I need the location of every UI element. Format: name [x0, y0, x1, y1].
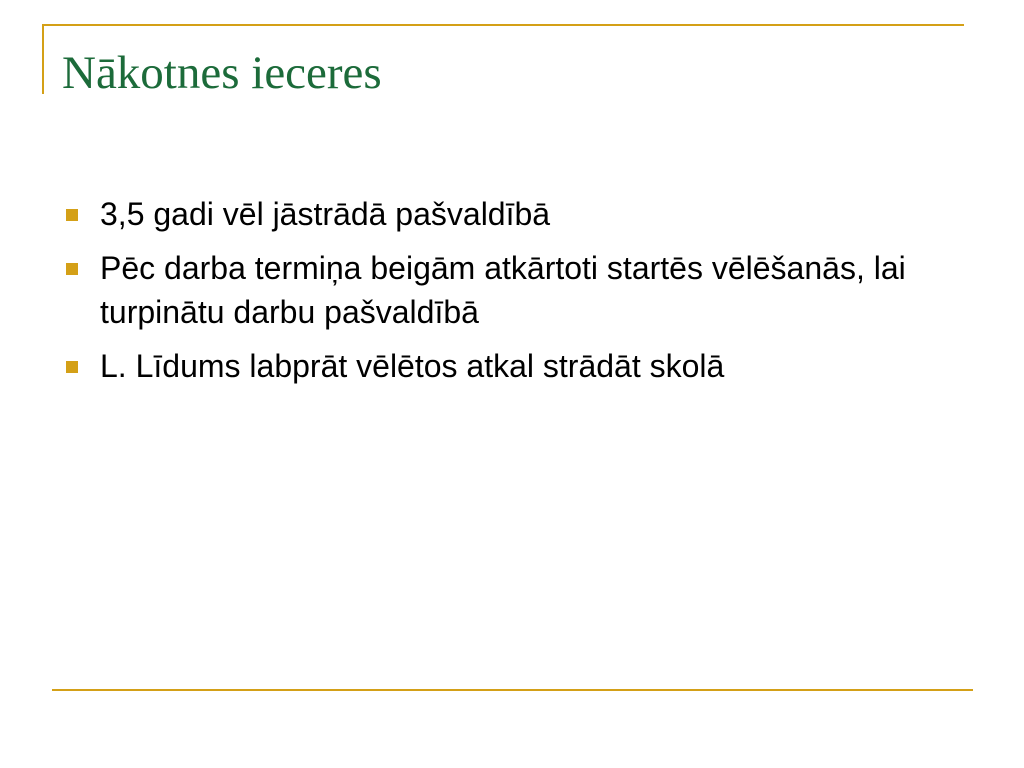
bullet-list [62, 192, 962, 398]
bullet-item [62, 246, 962, 334]
bullet-text: 3,5 gadi vēl jāstrādā pašvaldībā [100, 196, 551, 232]
bullet-text: Pēc darba termiņa beigām atkārtoti startēs vēlēšanās, lai turpinātu darbu pašvaldībā [100, 250, 906, 330]
bullet-text: L. Līdums labprāt vēlētos atkal strādāt skolā [100, 348, 725, 384]
bullet-item [62, 344, 962, 388]
title-frame-top-line [42, 24, 964, 26]
bullet-item [62, 192, 962, 236]
square-bullet-icon [66, 263, 78, 275]
square-bullet-icon [66, 209, 78, 221]
footer-divider-line [52, 689, 973, 691]
square-bullet-icon [66, 361, 78, 373]
slide-title: Nākotnes ieceres [62, 47, 382, 99]
title-frame-left-line [42, 24, 44, 94]
